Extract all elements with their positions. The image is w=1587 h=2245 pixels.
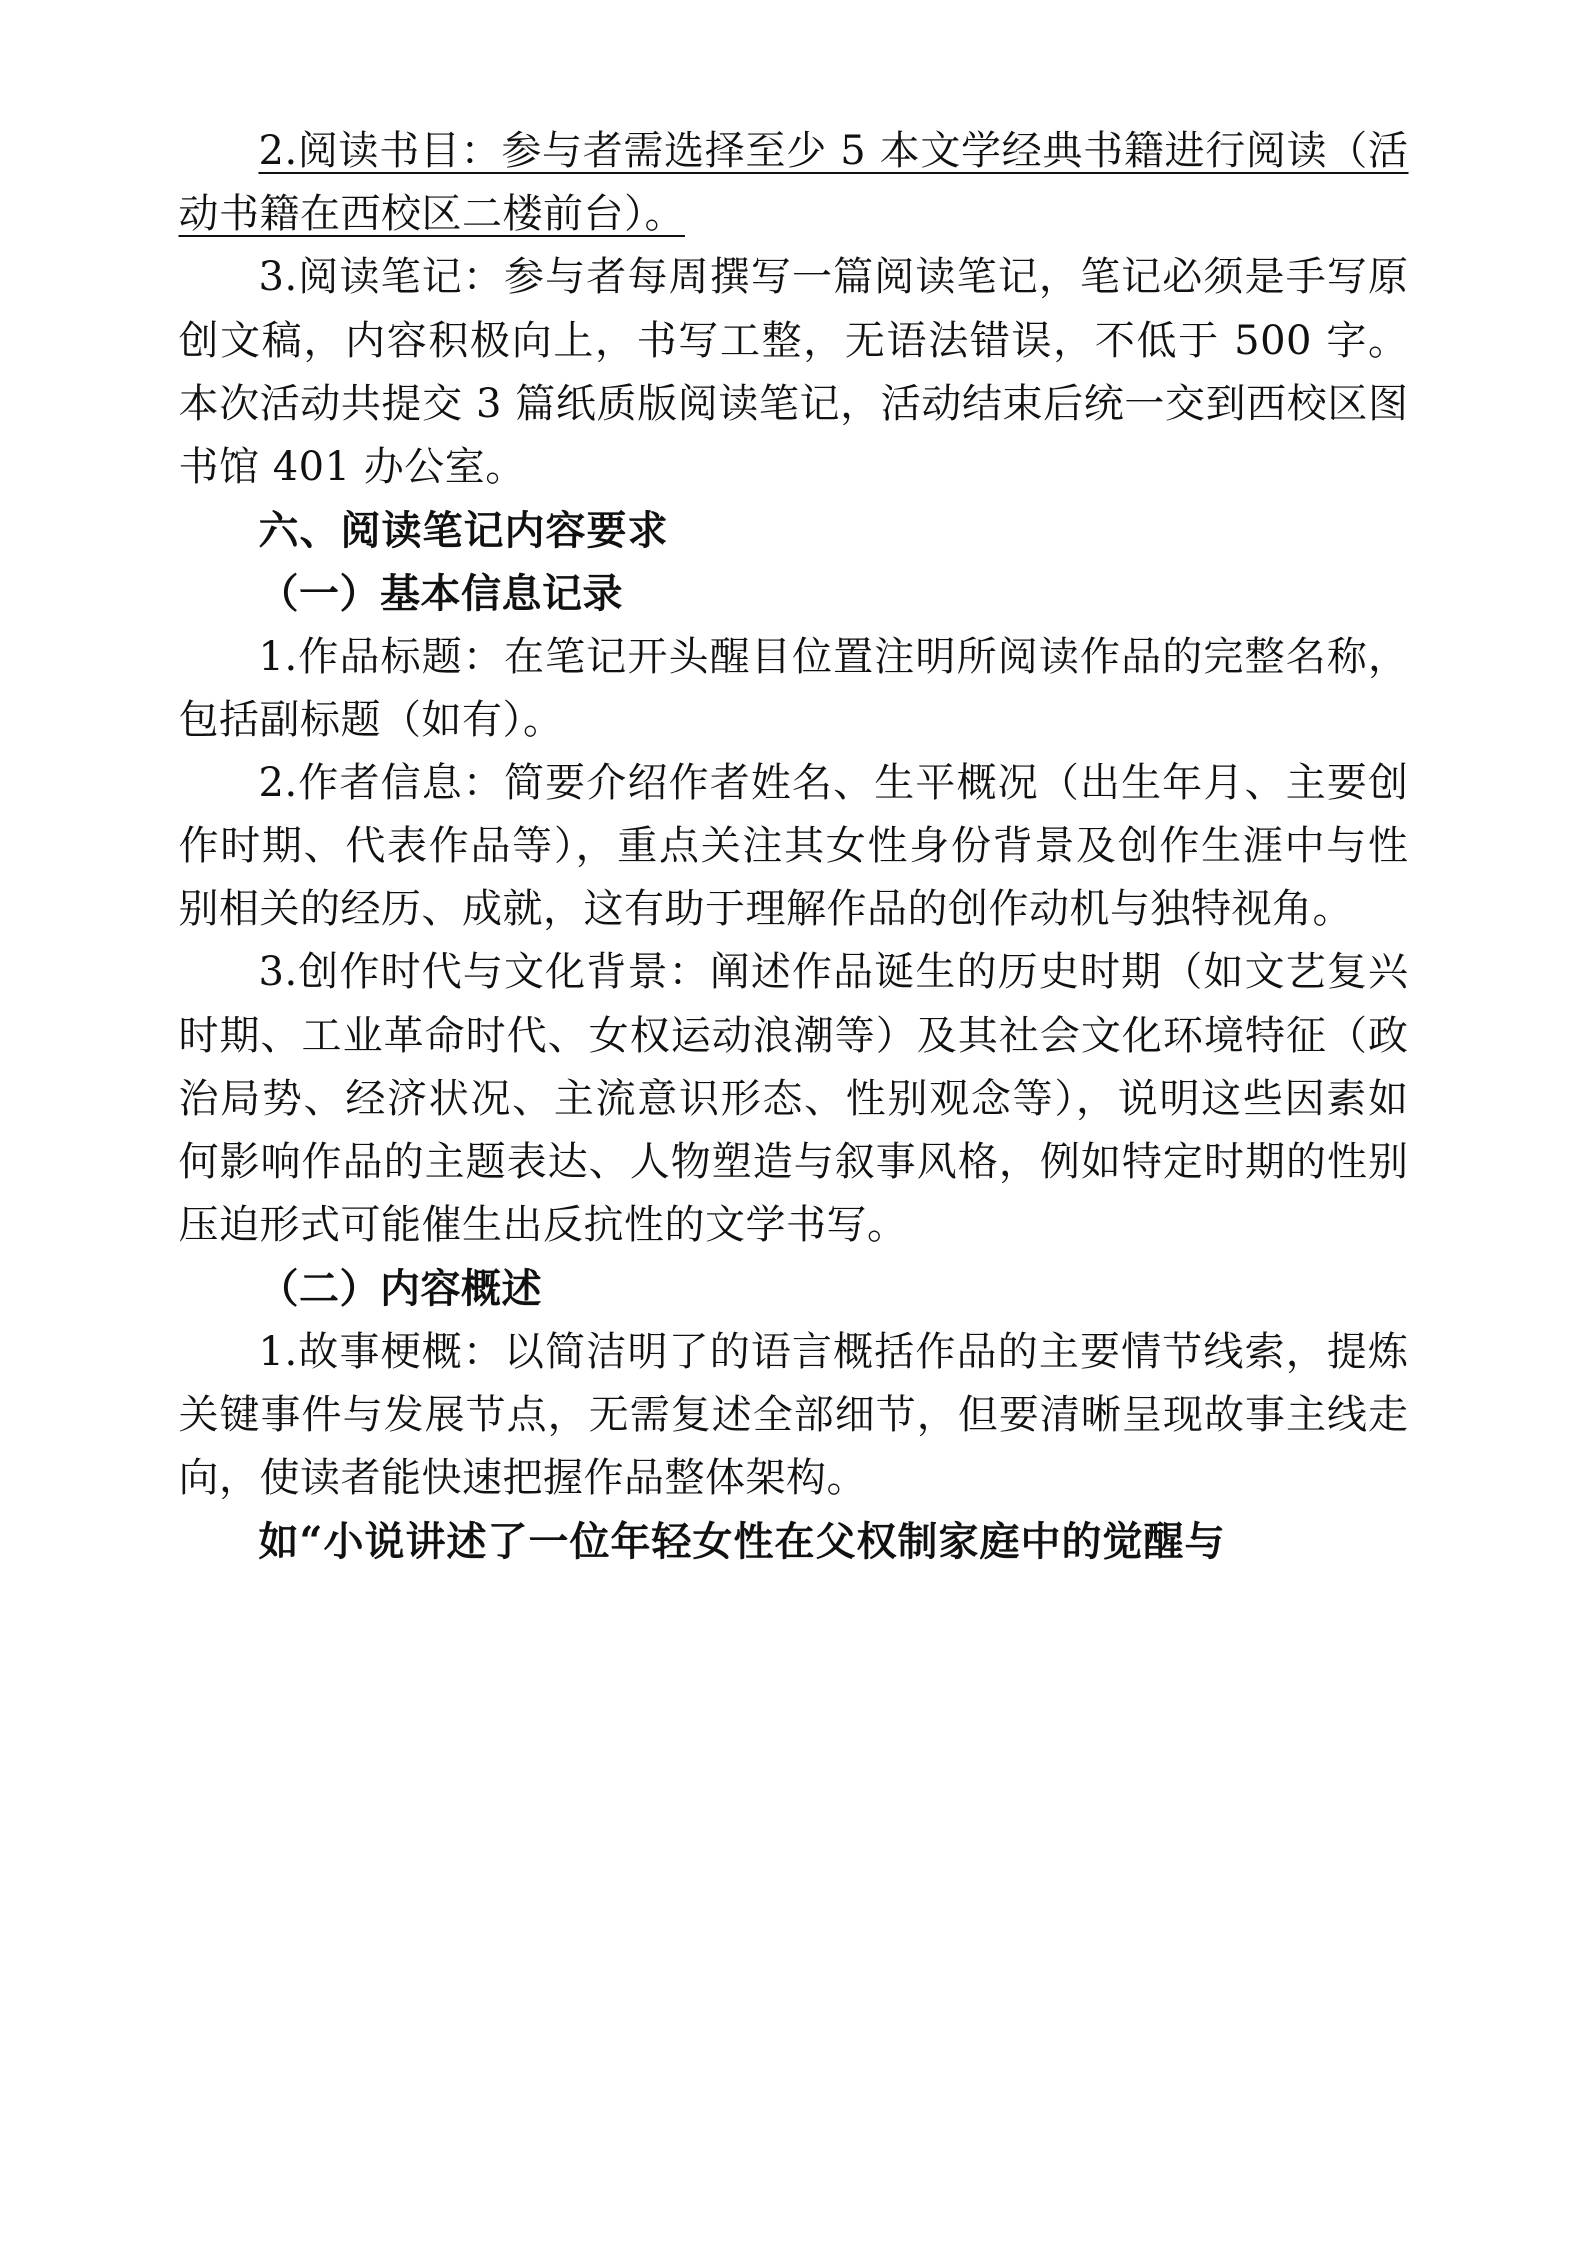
subheading-content-summary: （二）内容概述 [258,1265,542,1313]
paragraph-story-outline: 1.故事梗概：以简洁明了的语言概括作品的主要情节线索，提炼关键事件与发展节点，无需复述全部细节，但要清晰呈现故事主线走向，使读者能快速把握作品整体架构。 [178,1328,1409,1501]
paragraph-reading-notes: 3.阅读笔记：参与者每周撰写一篇阅读笔记，笔记必须是手写原创文稿，内容积极向上，书写工整，无语法错误，不低于 500 字。本次活动共提交 3 篇纸质版阅读笔记，活动结束后统一交到西校区图书馆 401 办公室。 [178,254,1409,490]
paragraph-example-quote: 如“小说讲述了一位年轻女性在父权制家庭中的觉醒与 [258,1518,1226,1566]
paragraph-author-info: 2.作者信息：简要介绍作者姓名、生平概况（出生年月、主要创作时期、代表作品等），重点关注其女性身份背景及创作生涯中与性别相关的经历、成就，这有助于理解作品的创作动机与独特视角。 [178,759,1409,933]
heading-section-six: 六、阅读笔记内容要求 [258,507,669,555]
document-body [179,120,1409,1573]
paragraph-reading-list: 2.阅读书目：参与者需选择至少 5 本文学经典书籍进行阅读（活动书籍在西校区二楼前台）。 [178,128,1409,238]
subheading-basic-info: （一）基本信息记录 [258,570,623,618]
paragraph-work-title: 1.作品标题：在笔记开头醒目位置注明所阅读作品的完整名称，包括副标题（如有）。 [178,633,1409,743]
paragraph-era-culture: 3.创作时代与文化背景：阐述作品诞生的历史时期（如文艺复兴时期、工业革命时代、女权运动浪潮等）及其社会文化环境特征（政治局势、经济状况、主流意识形态、性别观念等），说明这些因素如何影响作品的主题表达、人物塑造与叙事风格，例如特定时期的性别压迫形式可能催生出反抗性的文学书写。 [178,949,1409,1249]
